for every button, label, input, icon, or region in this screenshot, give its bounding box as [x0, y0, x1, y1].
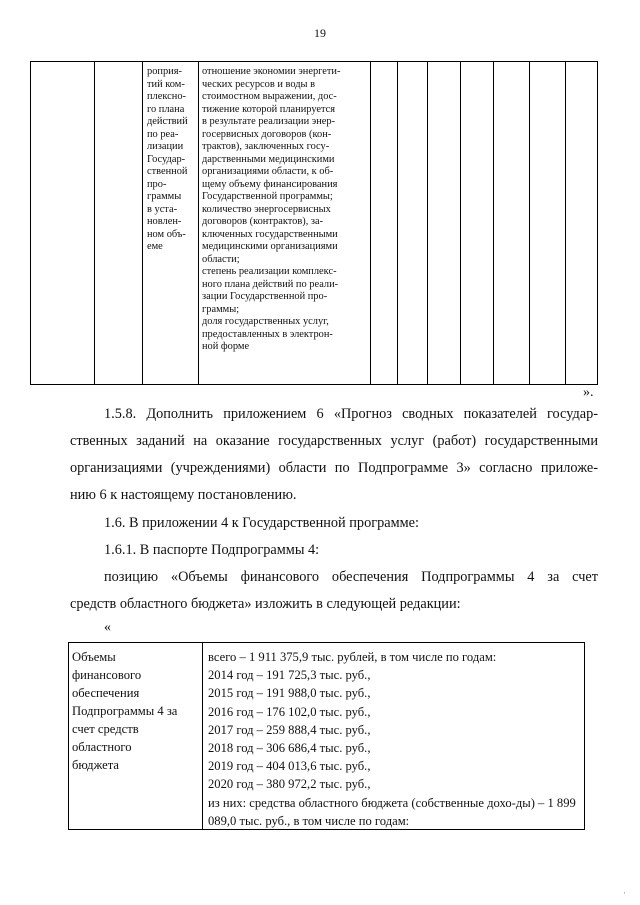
funding-own-revenue: из них: средства областного бюджета (собственные дохо-ды) – 1 899 089,0 тыс. руб., в том числе по годам:: [208, 795, 576, 828]
table-column-divider: [142, 62, 143, 384]
table-column-divider: [94, 62, 95, 384]
funding-year-2014: 2014 год – 191 725,3 тыс. руб.,: [208, 668, 371, 683]
funding-year-2020: 2020 год – 380 972,2 тыс. руб.,: [208, 777, 371, 792]
funding-year-2019: 2019 год – 404 013,6 тыс. руб.,: [208, 759, 371, 774]
opening-quote: «: [104, 620, 111, 635]
indicator-table-continuation: [30, 61, 598, 385]
table-column-divider: [427, 62, 428, 384]
table-column-divider: [202, 643, 203, 829]
page-number: 19: [314, 26, 326, 40]
paragraph-1-6: 1.6. В приложении 4 к Государственной программе:: [104, 515, 419, 531]
table-column-divider: [529, 62, 530, 384]
table-closing-mark: ».: [583, 385, 594, 400]
table-cell-event-description: роприя- тий ком- плексно- го плана действий по реа- лизации Государ- ственной про- граммы в уста- новлен- ном объ- еме: [147, 66, 188, 252]
funding-total: всего – 1 911 375,9 тыс. рублей, в том числе по годам:: [208, 650, 497, 664]
table-column-divider: [460, 62, 461, 384]
paragraph-position-line-2: средств областного бюджета» изложить в следующей редакции:: [70, 596, 461, 612]
funding-label-cell: Объемы финансового обеспечения Подпрограммы 4 за счет средств областного бюджета: [72, 650, 178, 772]
margin-mark: ·: [623, 888, 626, 898]
funding-year-2016: 2016 год – 176 102,0 тыс. руб.,: [208, 704, 371, 719]
table-column-divider: [397, 62, 398, 384]
paragraph-1-5-8-line-1: 1.5.8. Дополнить приложением 6 «Прогноз сводных показателей государ-: [104, 406, 598, 422]
funding-year-2017: 2017 год – 259 888,4 тыс. руб.,: [208, 722, 371, 737]
funding-volume-table: [68, 642, 585, 830]
funding-values-cell: [208, 648, 580, 830]
table-column-divider: [565, 62, 566, 384]
table-column-divider: [493, 62, 494, 384]
paragraph-1-5-8-line-2: ственных заданий на оказание государственных услуг (работ) государственными: [70, 433, 598, 449]
paragraph-1-6-1: 1.6.1. В паспорте Подпрограммы 4:: [104, 542, 320, 558]
paragraph-1-5-8-line-3: организациями (учреждениями) области по Подпрограмме 3» согласно приложе-: [70, 460, 598, 476]
paragraph-1-5-8-line-4: нию 6 к настоящему постановлению.: [70, 487, 297, 503]
funding-year-2018: 2018 год – 306 686,4 тыс. руб.,: [208, 741, 371, 756]
funding-year-2015: 2015 год – 191 988,0 тыс. руб.,: [208, 686, 371, 701]
paragraph-position-line-1: позицию «Объемы финансового обеспечения Подпрограммы 4 за счет: [104, 569, 598, 585]
table-column-divider: [198, 62, 199, 384]
table-cell-indicators: отношение экономии энергети- ческих ресурсов и воды в стоимостном выражении, дос- тижение которой планируется в результате реализации энер- госервисных договоров (кон- трактов), заключенных госу- дарственными медицинскими организациями области, к об- щему объему финансирования Государственной программы; количество энергосервисных договоров (контрактов), за- ключенных государственными медицинскими организациями области; степень реализации комплекс- ного плана действий по реали- зации Государственной про- граммы; доля государственных услуг, предоставленных в электрон- ной форме: [202, 66, 341, 352]
